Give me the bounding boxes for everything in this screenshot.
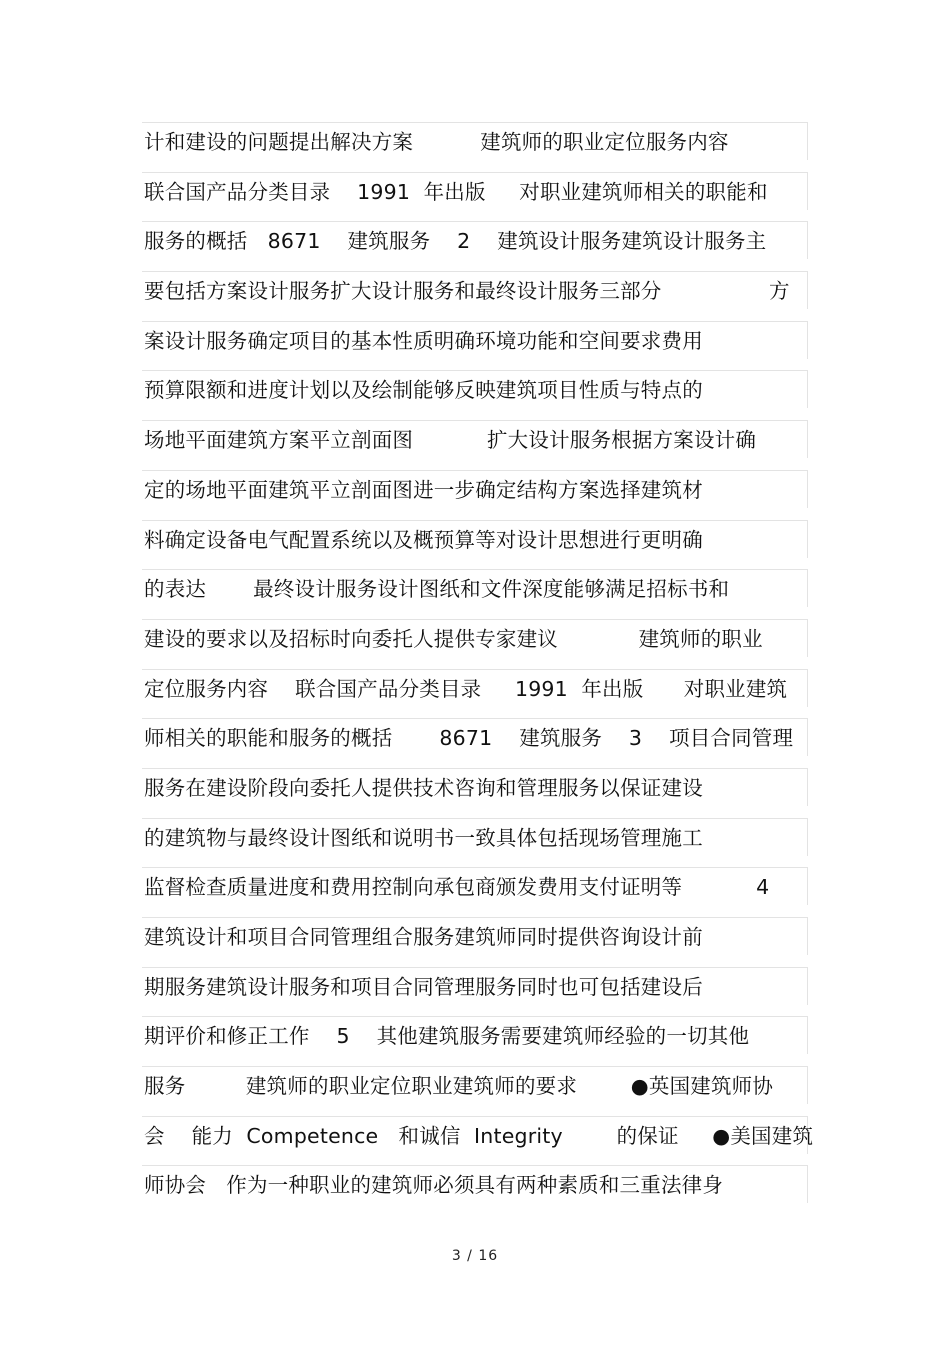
text-line: 建筑设计和项目合同管理组合服务建筑师同时提供咨询设计前 [142, 917, 808, 955]
text-line: 定位服务内容 联合国产品分类目录 1991 年出版 对职业建筑 [142, 669, 808, 707]
text-line: 预算限额和进度计划以及绘制能够反映建筑项目性质与特点的 [142, 370, 808, 408]
text-line: 联合国产品分类目录 1991 年出版 对职业建筑师相关的职能和 [142, 172, 808, 210]
text-line: 定的场地平面建筑平立剖面图进一步确定结构方案选择建筑材 [142, 470, 808, 508]
text-line: 服务 建筑师的职业定位职业建筑师的要求 ●英国建筑师协 [142, 1066, 808, 1104]
text-line: 场地平面建筑方案平立剖面图 扩大设计服务根据方案设计确 [142, 420, 808, 458]
text-line: 计和建设的问题提出解决方案 建筑师的职业定位服务内容 [142, 122, 808, 160]
text-line: 案设计服务确定项目的基本性质明确环境功能和空间要求费用 [142, 321, 808, 359]
text-line: 的表达 最终设计服务设计图纸和文件深度能够满足招标书和 [142, 569, 808, 607]
text-line: 师相关的职能和服务的概括 8671 建筑服务 3 项目合同管理 [142, 718, 808, 756]
text-line: 期服务建筑设计服务和项目合同管理服务同时也可包括建设后 [142, 967, 808, 1005]
text-line: 服务在建设阶段向委托人提供技术咨询和管理服务以保证建设 [142, 768, 808, 806]
text-line: 建设的要求以及招标时向委托人提供专家建议 建筑师的职业 [142, 619, 808, 657]
text-line: 料确定设备电气配置系统以及概预算等对设计思想进行更明确 [142, 520, 808, 558]
text-line: 要包括方案设计服务扩大设计服务和最终设计服务三部分 方 [142, 271, 808, 309]
text-line: 的建筑物与最终设计图纸和说明书一致具体包括现场管理施工 [142, 818, 808, 856]
text-line: 监督检查质量进度和费用控制向承包商颁发费用支付证明等 4 [142, 867, 808, 905]
text-line: 服务的概括 8671 建筑服务 2 建筑设计服务建筑设计服务主 [142, 221, 808, 259]
text-line: 师协会 作为一种职业的建筑师必须具有两种素质和三重法律身 [142, 1165, 808, 1203]
text-line: 会 能力 Competence 和诚信 Integrity 的保证 ●美国建筑 [142, 1116, 808, 1154]
document-body [142, 122, 814, 1215]
page-number: 3 / 16 [451, 1248, 499, 1264]
text-line: 期评价和修正工作 5 其他建筑服务需要建筑师经验的一切其他 [142, 1016, 808, 1054]
